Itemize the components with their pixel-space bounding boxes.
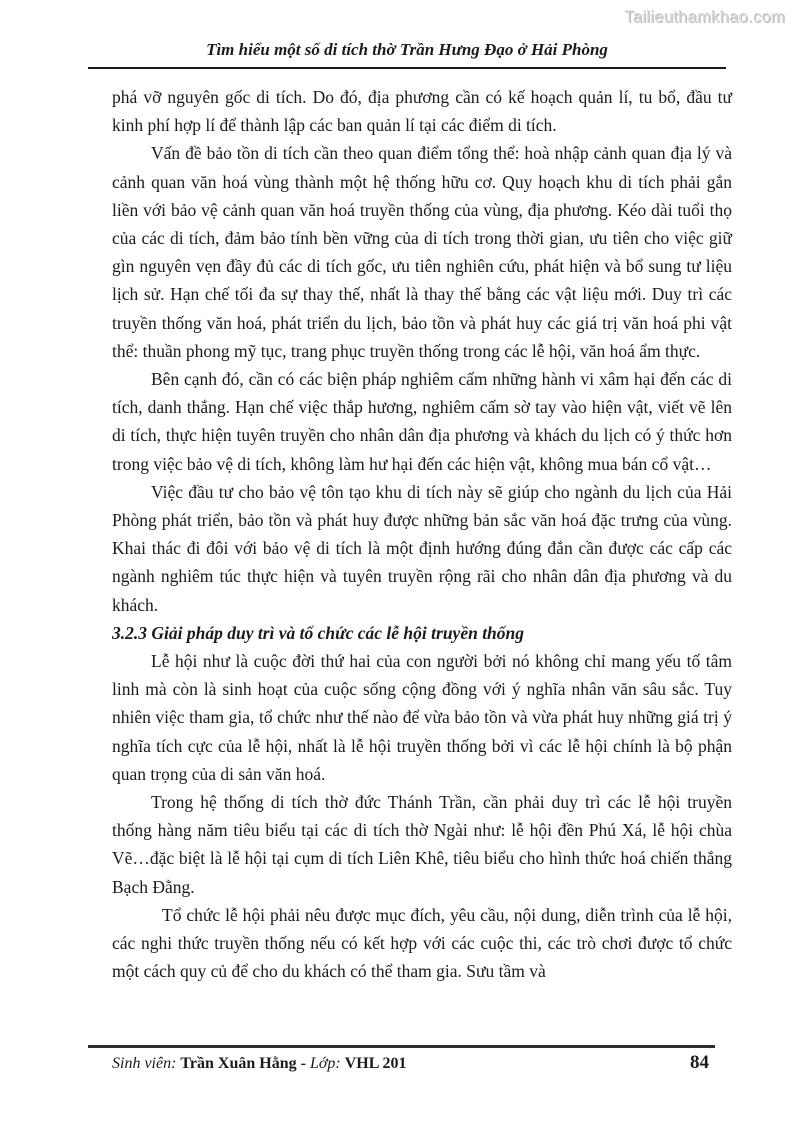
body-paragraph: Tổ chức lễ hội phải nêu được mục đích, yêu cầu, nội dung, diễn trình của lễ hội, các nghi thức truyền thống nếu có kết hợp với các cuộc thi, các trò chơi được tổ chức một cách quy củ để cho du khách có thể tham gia. Sưu tầm và <box>112 904 732 982</box>
page-number: 84 <box>690 1052 709 1073</box>
section-heading-3-2-3: 3.2.3 Giải pháp duy trì và tổ chức các lễ hội truyền thống <box>112 622 525 643</box>
body-paragraph: Việc đầu tư cho bảo vệ tôn tạo khu di tích này sẽ giúp cho ngành du lịch của Hải Phòng phát triển, bảo tồn và phát huy được những bản sắc văn hoá đặc trưng của vùng. Khai thác đi đôi với bảo vệ di tích là một định hướng đúng đắn cần được các cấp các ngành nghiêm túc thực hiện và tuyên truyền rộng rãi cho nhân dân địa phương và du khách. <box>112 481 732 615</box>
body-paragraph: Lễ hội như là cuộc đời thứ hai của con người bởi nó không chỉ mang yếu tố tâm linh mà còn là sinh hoạt của cuộc sống cộng đồng với ý nghĩa nhân văn sâu sắc. Tuy nhiên việc tham gia, tổ chức như thế nào để vừa bảo tồn và vừa phát huy những giá trị ý nghĩa tích cực của lễ hội, nhất là lễ hội truyền thống bởi vì các lễ hội chính là bộ phận quan trọng của di sản văn hoá. <box>112 651 732 784</box>
footer-student-info <box>88 1055 407 1073</box>
body-paragraph: phá vỡ nguyên gốc di tích. Do đó, địa phương cần có kế hoạch quản lí, tu bổ, đầu tư kinh phí hợp lí để thành lập các ban quản lí tại các điểm di tích. <box>112 87 732 136</box>
student-name: Trần Xuân Hằng <box>180 1055 297 1072</box>
page-footer <box>88 1045 715 1074</box>
body-paragraph: Bên cạnh đó, cần có các biện pháp nghiêm cấm những hành vi xâm hại đến các di tích, danh thắng. Hạn chế việc thắp hương, nghiêm cấm sờ tay vào hiện vật, viết vẽ lên di tích, thực hiện tuyên truyền cho nhân dân địa phương và khách du lịch có ý thức hơn trong việc bảo vệ di tích, không làm hư hại đến các hiện vật, không mua bán cổ vật… <box>112 369 732 474</box>
separator: - <box>296 1055 310 1072</box>
student-label: Sinh viên: <box>112 1055 181 1072</box>
body-paragraph: Vấn đề bảo tồn di tích cần theo quan điểm tổng thể: hoà nhập cảnh quan địa lý và cảnh quan văn hoá vùng thành một hệ thống hữu cơ. Quy hoạch khu di tích phải gắn liền với bảo vệ cảnh quan văn hoá truyền thống của vùng, địa phương. Kéo dài tuổi thọ của các di tích, đảm bảo tính bền vững của di tích trong thời gian, ưu tiên cho việc giữ gìn nguyên vẹn đầy đủ các di tích gốc, ưu tiên nghiên cứu, phát hiện và bổ sung tư liệu lịch sử. Hạn chế tối đa sự thay thế, nhất là thay thế bằng các vật liệu mới. Duy trì các truyền thống văn hoá, phát triển du lịch, bảo tồn và phát huy các giá trị văn hoá phi vật thể: thuần phong mỹ tục, trang phục truyền thống trong các lễ hội, văn hoá ẩm thực. <box>112 143 732 361</box>
document-body <box>112 83 732 986</box>
page-header <box>88 40 726 69</box>
body-paragraph: Trong hệ thống di tích thờ đức Thánh Trần, cần phải duy trì các lễ hội truyền thống hàng năm tiêu biểu tại các di tích thờ Ngài như: lễ hội đền Phú Xá, lễ hội chùa Vẽ…đặc biệt là lễ hội tại cụm di tích Liên Khê, tiêu biểu cho hình thức hoá chiến thắng Bạch Đằng. <box>112 792 732 897</box>
site-watermark: Tailieuthamkhao.com <box>624 8 785 26</box>
running-title: Tìm hiểu một số di tích thờ Trần Hưng Đạo ở Hải Phòng <box>206 40 608 59</box>
class-value: VHL 201 <box>344 1055 407 1072</box>
class-label: Lớp: <box>309 1055 345 1072</box>
